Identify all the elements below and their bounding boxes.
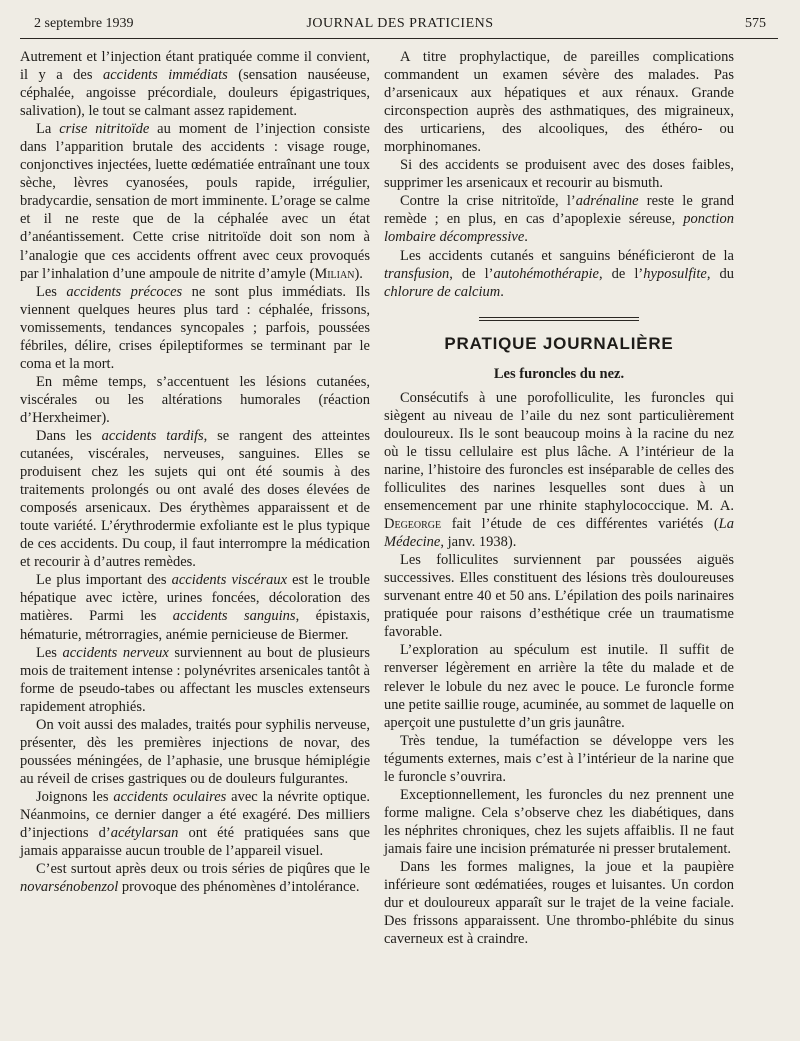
- paragraph: Les accidents précoces ne sont plus immédiats. Ils viennent quelques heures plus tard : céphalée, frissons, vomissements, tendances syncopales ; parfois, poussées fébriles, délire, crises épileptiformes se terminant par le coma et la mort.: [20, 283, 371, 372]
- paragraph: Joignons les accidents oculaires avec la névrite optique. Néanmoins, ce dernier danger a été exagéré. Des milliers d’injections d’acétylarsan ont été pratiquées sans que jamais apparaisse aucun trouble de l’appareil visuel.: [20, 788, 371, 860]
- section-divider: [479, 317, 639, 321]
- paragraph: L’exploration au spéculum est inutile. Il suffit de renverser légèrement en arrière la tête du malade et de relever le lobule du nez avec le pouce. Le furoncle forme une petite saillie rouge, acuminée, au sommet de laquelle on aperçoit une pustulette d’un gris jaunâtre.: [384, 642, 734, 731]
- left-column: [20, 48, 370, 896]
- header-date: 2 septembre 1939: [34, 16, 134, 31]
- article-subheading: Les furoncles du nez.: [493, 365, 625, 382]
- paragraph: Consécutifs à une porofolliculite, les furoncles qui siègent au niveau de l’aile du nez sont particulièrement douloureux. Ils le sont beaucoup moins à la racine du nez où le tissu cellulaire est plus lâche. A l’intérieur de la narine, l’histoire des furoncles est inséparable de celles des folliculites des narines lesquelles sont dues à un ensemencement par une rhinite staphylococcique. M. A. Degeorge fait l’étude de ces différentes variétés (La Médecine, janv. 1938).: [384, 389, 734, 551]
- paragraph: Contre la crise nitritoïde, l’adrénaline reste le grand remède ; en plus, en cas d’apoplexie séreuse, ponction lombaire décompressive.: [384, 193, 734, 246]
- paragraph: Si des accidents se produisent avec des doses faibles, supprimer les arsenicaux et recourir au bismuth.: [384, 157, 734, 192]
- paragraph: Dans les formes malignes, la joue et la paupière inférieure sont œdématiées, rouges et luisantes. Un cordon dur et douloureux apparaît sur le trajet de la veine faciale. Des frissons apparaissent. Une thrombo-phlébite du sinus caverneux est à craindre.: [384, 858, 734, 948]
- paragraph: Très tendue, la tuméfaction se développe vers les téguments externes, mais c’est à l’intérieur de la narine que le furoncle s’ouvrira.: [384, 732, 734, 785]
- paragraph: Les folliculites surviennent par poussées aiguës successives. Elles constituent des lésions très douloureuses survenant entre 40 et 50 ans. L’épilation des poils narinaires pratiquée pour raisons d’esthétique crée un traumatisme favorable.: [384, 552, 734, 641]
- paragraph: Autrement et l’injection étant pratiquée comme il convient, il y a des accidents immédiats (sensation nauséeuse, céphalée, angoisse précordiale, douleurs épigastriques, salivation), le tout se calmant assez rapidement.: [20, 49, 370, 120]
- paragraph: En même temps, s’accentuent les lésions cutanées, viscérales ou les altérations humorales (réaction d’Herxheimer).: [20, 373, 370, 426]
- paragraph: A titre prophylactique, de pareilles complications commandent un examen sévère des malades. Pas d’arsenicaux aux hépatiques et aux rénaux. Grande circonspection auprès des asthmatiques, des migraineux, des urticariens, des alcooliques, des éthéro- ou morphinomanes.: [384, 49, 734, 156]
- paragraph: La crise nitritoïde au moment de l’injection consiste dans l’apparition brutale des accidents : visage rouge, conjonctives injectées, luette œdématiée entraînant une toux sèche, lèvres cyanosées, pouls rapide, irrégulier, bradycardie, sensation de mort imminente. L’orage se calme et il ne reste que de la céphalée avec un état d’anéantissement. Cette crise nitritoïde doit son nom à l’analogie que ces accidents offrent avec ceux provoqués par l’inhalation d’une ampoule de nitrite d’amyle (Milian).: [20, 121, 370, 282]
- paragraph: Exceptionnellement, les furoncles du nez prennent une forme maligne. Cela s’observe chez les diabétiques, dans les néphrites chroniques, chez les sujets affaiblis. Il ne faut jamais faire une incision prématurée ni presser brutalement.: [384, 786, 734, 857]
- section-heading-block: [384, 317, 734, 383]
- page-header: [34, 16, 766, 36]
- paragraph: Les accidents nerveux surviennent au bout de plusieurs mois de traitement intense : polynévrites arsenicales tantôt à forme de pseudo-tabes ou affectant les muscles extenseurs rapidement atrophiés.: [20, 644, 370, 715]
- header-rule: [20, 38, 778, 39]
- paragraph: Les accidents cutanés et sanguins bénéficieront de la transfusion, de l’autohémothérapie, de l’hyposulfite, du chlorure de calcium.: [384, 247, 735, 300]
- page-number: 575: [745, 16, 766, 31]
- right-column: [384, 48, 734, 948]
- paragraph: C’est surtout après deux ou trois séries de piqûres que le novarsénobenzol provoque des phénomènes d’intolérance.: [20, 861, 370, 896]
- paragraph: On voit aussi des malades, traités pour syphilis nerveuse, présenter, dès les premières injections de novar, des poussées méningées, de l’aphasie, une brusque hémiplégie au réveil de crises gastriques ou de douleurs fulgurantes.: [20, 716, 370, 787]
- paragraph: Le plus important des accidents viscéraux est le trouble hépatique avec ictère, urines foncées, décoloration des matières. Parmi les accidents sanguins, épistaxis, hématurie, métrorragies, anémie pernicieuse de Biermer.: [20, 572, 370, 643]
- section-title: PRATIQUE JOURNALIÈRE: [444, 333, 674, 353]
- paragraph: Dans les accidents tardifs, se rangent des atteintes cutanées, viscérales, nerveuses, sanguines. Elles se produisent chez les sujets qui ont été soumis à des traitements prolongés ou ont avalé des doses élevées de composés arsenicaux. Des érythèmes apparaissent et de toute variété. L’érythrodermie exfoliante est le plus typique de ces accidents. Du coup, il faut interrompre la médication et recourir à d’autres remèdes.: [20, 427, 370, 571]
- journal-title: JOURNAL DES PRATICIENS: [306, 16, 494, 31]
